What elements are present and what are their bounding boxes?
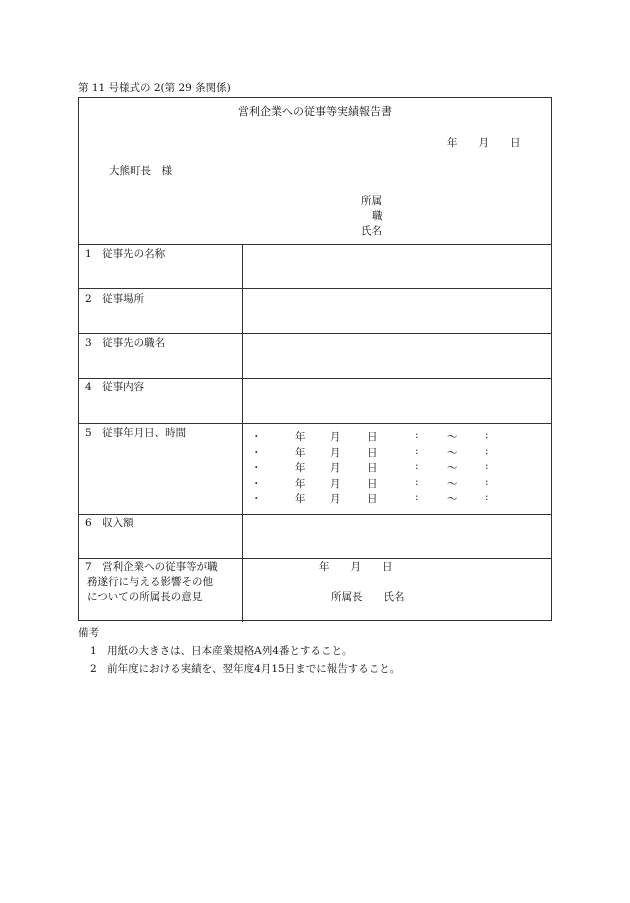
schedule-tilde: ～ (447, 446, 458, 459)
schedule-start-colon: : (415, 475, 419, 488)
schedule-day-label: 日 (367, 477, 378, 490)
schedule-day-label: 日 (367, 431, 378, 443)
supervisor-signature-label: 所属長 氏名 (331, 591, 405, 603)
schedule-year-label: 年 (295, 431, 306, 443)
opinion-label-line-2: 務遂行に与える影響その他 (87, 576, 213, 588)
schedule-bullet: ・ (251, 462, 262, 474)
schedule-month-label: 月 (330, 477, 341, 490)
report-form (78, 97, 552, 621)
schedule-year-label: 年 (295, 477, 306, 490)
opinion-label-line-1: 7 営利企業への従事等が職 (85, 561, 218, 573)
form-title: 営利企業への従事等実績報告書 (238, 105, 392, 118)
schedule-tilde: ～ (447, 477, 458, 490)
schedule-start-colon: : (415, 491, 419, 503)
schedule-bullet: ・ (251, 446, 262, 459)
schedule-year-label: 年 (295, 446, 306, 459)
work-place-field[interactable] (243, 289, 552, 333)
income-field[interactable] (243, 515, 552, 558)
schedule-month-label: 月 (330, 462, 341, 474)
row-label-job-title: 3 従事先の職名 (85, 337, 166, 349)
form-number: 第 11 号様式の 2(第 29 条関係) (78, 82, 231, 94)
schedule-tilde: ～ (447, 462, 458, 474)
schedule-start-colon: : (415, 444, 419, 457)
schedule-bullet: ・ (251, 493, 262, 505)
note-item-2: 2 前年度における実績を、翌年度4月15日までに報告すること。 (90, 663, 401, 675)
applicant-position-label: 職 (372, 210, 383, 222)
schedule-day-label: 日 (367, 446, 378, 459)
schedule-start-colon: : (415, 429, 419, 441)
schedule-bullet: ・ (251, 477, 262, 490)
company-name-field[interactable] (243, 245, 552, 288)
opinion-date: 年 月 日 (319, 561, 393, 573)
schedule-month-label: 月 (330, 446, 341, 459)
row-label-company-name: 1 従事先の名称 (85, 248, 166, 260)
note-item-1: 1 用紙の大きさは、日本産業規格A列4番とすること。 (90, 645, 353, 657)
schedule-start-colon: : (415, 460, 419, 472)
schedule-end-colon: : (485, 444, 489, 457)
schedule-end-colon: : (485, 460, 489, 472)
schedule-month-label: 月 (330, 431, 341, 443)
schedule-year-label: 年 (295, 462, 306, 474)
job-title-field[interactable] (243, 334, 552, 378)
row-label-income: 6 収入額 (85, 517, 134, 529)
row-label-work-dates: 5 従事年月日、時間 (85, 427, 187, 439)
schedule-end-colon: : (485, 475, 489, 488)
work-content-field[interactable] (243, 379, 552, 423)
row-label-work-place: 2 従事場所 (85, 293, 145, 305)
applicant-name-label: 氏名 (361, 225, 382, 237)
schedule-day-label: 日 (367, 493, 378, 505)
notes-heading: 備考 (78, 627, 99, 639)
schedule-day-label: 日 (367, 462, 378, 474)
schedule-end-colon: : (485, 429, 489, 441)
schedule-bullet: ・ (251, 431, 262, 443)
schedule-year-label: 年 (295, 493, 306, 505)
applicant-dept-label: 所属 (361, 195, 382, 207)
row-divider (79, 558, 551, 559)
schedule-end-colon: : (485, 491, 489, 503)
addressee: 大熊町長 様 (109, 165, 172, 177)
schedule-month-label: 月 (330, 493, 341, 505)
schedule-tilde: ～ (447, 431, 458, 443)
row-divider (79, 423, 551, 424)
report-date: 年 月 日 (447, 137, 521, 149)
schedule-tilde: ～ (447, 493, 458, 505)
row-label-work-content: 4 従事内容 (85, 381, 145, 393)
opinion-label-line-3: についての所属長の意見 (87, 591, 203, 603)
